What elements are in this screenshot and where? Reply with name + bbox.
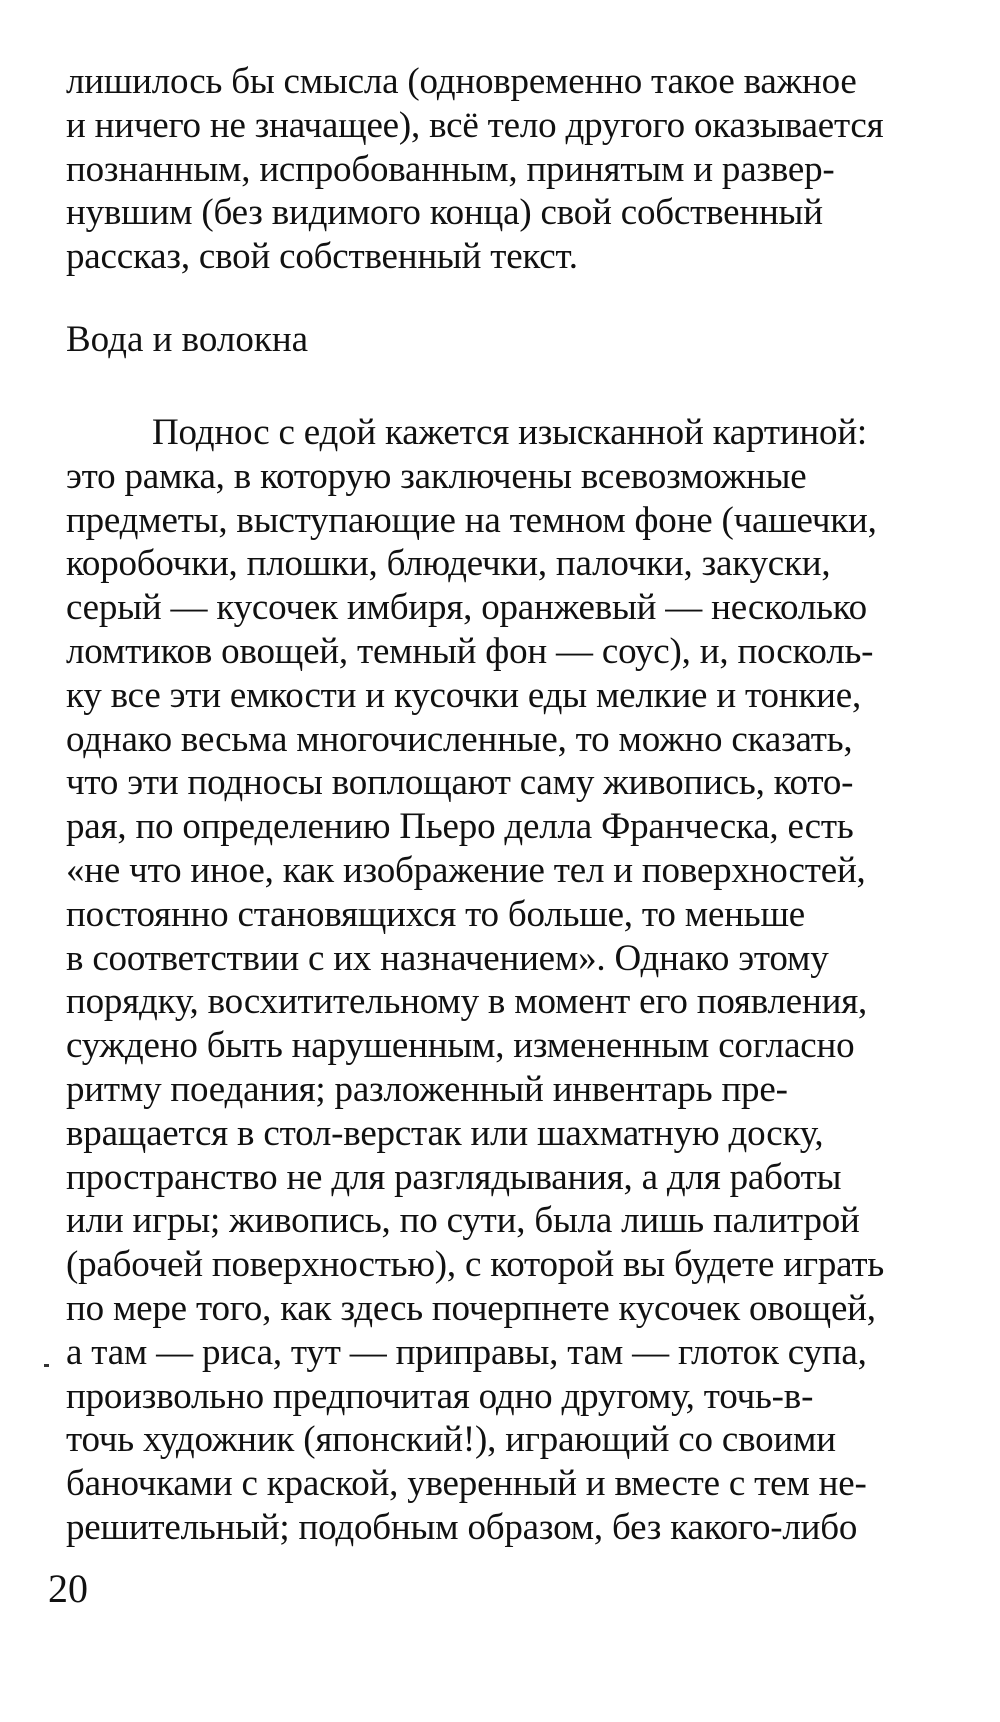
text-line: в соответствии с их назначением». Однако этому [66,937,829,979]
text-line: лишилось бы смысла (одновременно такое важное [66,61,857,102]
text-line: а там — риса, тут — приправы, там — глоток супа, [66,1331,867,1373]
text-line: что эти подносы воплощают саму живопись, кото- [66,762,854,804]
print-speck [44,1364,49,1367]
continuation-paragraph [66,60,966,279]
text-line: решительный; подобным образом, без какого-либо [66,1506,858,1548]
text-line: ритму поедания; разложенный инвентарь пре- [66,1068,788,1110]
text-line: баночками с краской, уверенный и вместе с тем не- [66,1463,867,1505]
text-line: порядку, восхитительному в момент его появления, [66,981,868,1023]
text-line: рассказ, свой собственный текст. [66,236,578,278]
text-line: серый — кусочек имбиря, оранжевый — несколько [66,587,867,629]
text-line: постоянно становящихся то больше, то меньше [66,893,805,935]
text-line: или игры; живопись, по сути, была лишь палитрой [66,1200,860,1242]
text-line: однако весьма многочисленные, то можно сказать, [66,718,853,760]
text-line: коробочки, плошки, блюдечки, палочки, закуски, [66,543,831,585]
text-line: и ничего не значащее), всё тело другого оказывается [66,104,884,146]
text-line: это рамка, в которую заключены всевозможные [66,455,807,497]
text-line: нувшим (без видимого конца) свой собственный [66,192,823,234]
body-paragraph [66,411,966,1550]
text-line: по мере того, как здесь почерпнете кусочек овощей, [66,1287,876,1329]
text-line: произвольно предпочитая одно другому, точь-в- [66,1375,814,1417]
text-line: Поднос с едой кажется изысканной картиной: [152,412,867,453]
text-line: пространство не для разглядывания, а для работы [66,1156,842,1198]
text-line: (рабочей поверхностью), с которой вы будете играть [66,1244,885,1286]
text-line: «не что иное, как изображение тел и поверхностей, [66,849,866,891]
text-line: точь художник (японский!), играющий со своими [66,1419,836,1461]
text-line: вращается в стол-верстак или шахматную доску, [66,1112,824,1154]
text-line: ломтиков овощей, темный фон — соус), и, посколь- [66,630,874,672]
text-line: ку все эти емкости и кусочки еды мелкие и тонкие, [66,674,862,716]
text-line: познанным, испробованным, принятым и развер- [66,148,835,190]
text-line: рая, по определению Пьеро делла Франческа, есть [66,806,854,848]
page-number: 20 [48,1566,88,1611]
section-heading: Вода и волокна [66,319,309,360]
text-line: предметы, выступающие на темном фоне (чашечки, [66,499,877,541]
text-line: суждено быть нарушенным, измененным согласно [66,1025,855,1067]
